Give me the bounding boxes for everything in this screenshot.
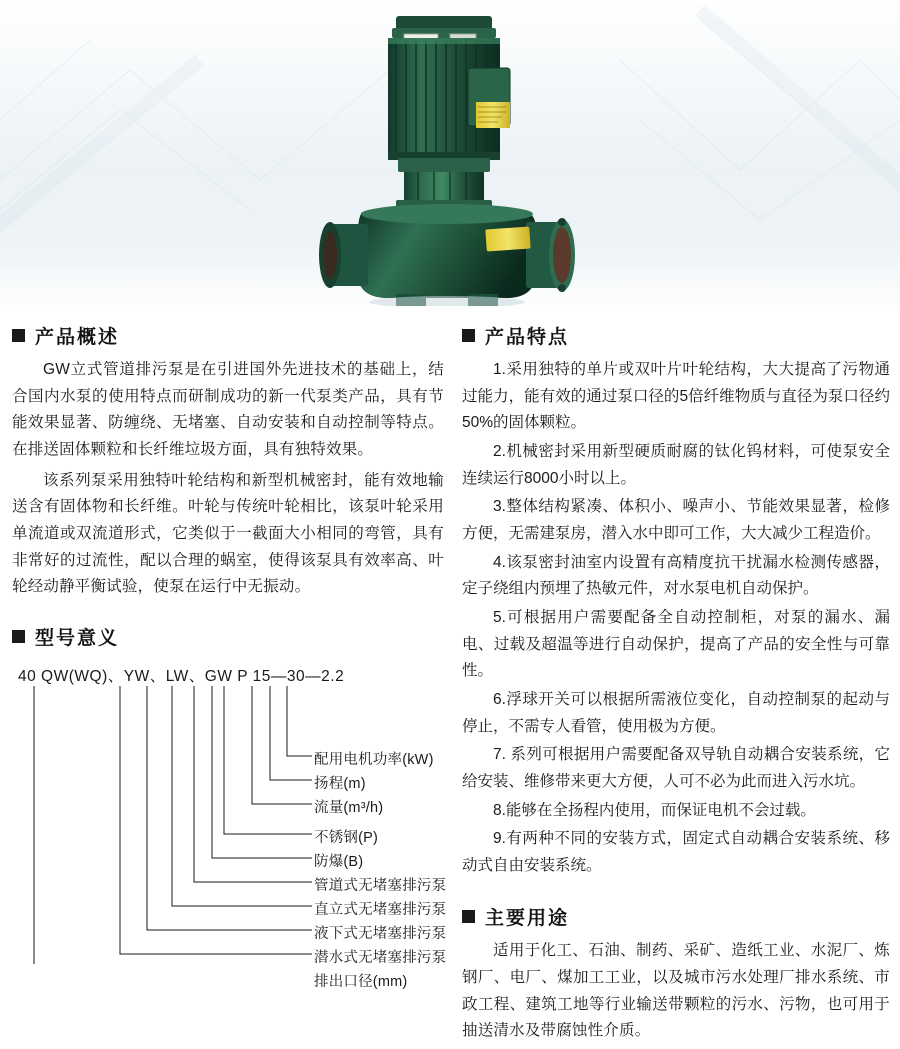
feature-item: 8.能够在全扬程内使用，而保证电机不会过载。 [493,801,816,819]
section-heading-features [462,322,890,349]
model-code-diagram [12,664,447,990]
uses-heading-text: 主要用途 [485,908,570,930]
uses-paragraph: 适用于化工、石油、制药、采矿、造纸工业、水泥厂、炼钢厂、电厂、煤加工工业，以及城市污水处理厂排水系统、市政工程、建筑工地等行业输送带颗粒的污水、污物，也可用于抽送清水及带腐蚀性介质。 [462,942,890,1040]
overview-paragraph-1: GW立式管道排污泵是在引进国外先进技术的基础上，结合国内水泵的使用特点而研制成功的新一代泵类产品，具有节能效果显著、防缠绕、无堵塞、自动安装和自动控制等特点。在排送固体颗粒和长纤维垃圾方面，具有独特效果。 [12,361,444,458]
feature-item: 9.有两种不同的安装方式，固定式自动耦合安装系统、移动式自由安装系统。 [462,830,890,874]
bullet-square-icon [462,910,475,923]
model-label-sub-liquid: 液下式无堵塞排污泵 [314,925,447,942]
feature-item: 1.采用独特的单片或双叶片叶轮结构，大大提高了污物通过能力，能有效的通过泵口径的5倍纤维物质与直径为泵口径约50%的固体颗粒。 [462,361,890,432]
feature-item: 5.可根据用户需要配备全自动控制柜，对泵的漏水、漏电、过载及超温等进行自动保护，提高了产品的安全性与可靠性。 [462,608,890,680]
model-heading-text: 型号意义 [35,627,120,649]
model-label-vertical: 直立式无堵塞排污泵 [314,901,447,918]
section-heading-model [12,623,444,650]
feature-item: 4.该泵密封油室内设置有高精度抗干扰漏水检测传感器，定子绕组内预埋了热敏元件，对水泵电机自动保护。 [462,553,890,598]
model-label-explosion: 防爆(B) [314,853,364,870]
bullet-square-icon [12,630,25,643]
model-label-power: 配用电机功率(kW) [314,751,434,768]
right-column [462,312,890,1049]
model-label-outlet-dia: 排出口径(mm) [314,973,408,990]
overview-heading-text: 产品概述 [35,327,120,348]
model-code-text: 40 QW(WQ)、YW、LW、GW P 15—30—2.2 [18,667,345,685]
left-column [12,312,447,990]
feature-item: 7. 系列可根据用户需要配备双导轨自动耦合安装系统，它给安装、维修带来更大方便，人可不必为此而进入污水坑。 [462,746,890,790]
features-heading-text: 产品特点 [485,327,570,348]
model-label-flow: 流量(m³/h) [314,799,384,816]
model-label-pipeline: 管道式无堵塞排污泵 [314,877,447,894]
pump-illustration [300,6,630,306]
section-heading-overview [12,322,444,349]
feature-item: 2.机械密封采用新型硬质耐腐的钛化钨材料，可使泵安全连续运行8000小时以上。 [462,442,890,487]
bullet-square-icon [12,329,25,342]
model-label-stainless: 不锈钢(P) [314,829,379,846]
feature-item: 3.整体结构紧凑、体积小、噪声小、节能效果显著，检修方便，无需建泵房，潜入水中即可工作，大大减少工程造价。 [462,498,890,542]
model-label-submersible: 潜水式无堵塞排污泵 [314,949,447,966]
model-label-head: 扬程(m) [314,775,366,792]
feature-item: 6.浮球开关可以根据所需液位变化，自动控制泵的起动与停止，不需专人看管，使用极为方便。 [462,690,890,735]
features-list [462,357,890,879]
product-photo-banner [0,0,900,312]
overview-paragraph-2: 该系列泵采用独特叶轮结构和新型机械密封，能有效地输送含有固体物和长纤维。叶轮与传统叶轮相比，该泵叶轮采用单流道或双流道形式，它类似于一截面大小相同的弯管，具有非常好的过流性，配以合理的蜗室，使得该泵具有效率高、叶轮经动静平衡试验，使泵在运行中无振动。 [12,471,444,596]
bullet-square-icon [462,329,475,342]
section-heading-uses [462,903,890,930]
